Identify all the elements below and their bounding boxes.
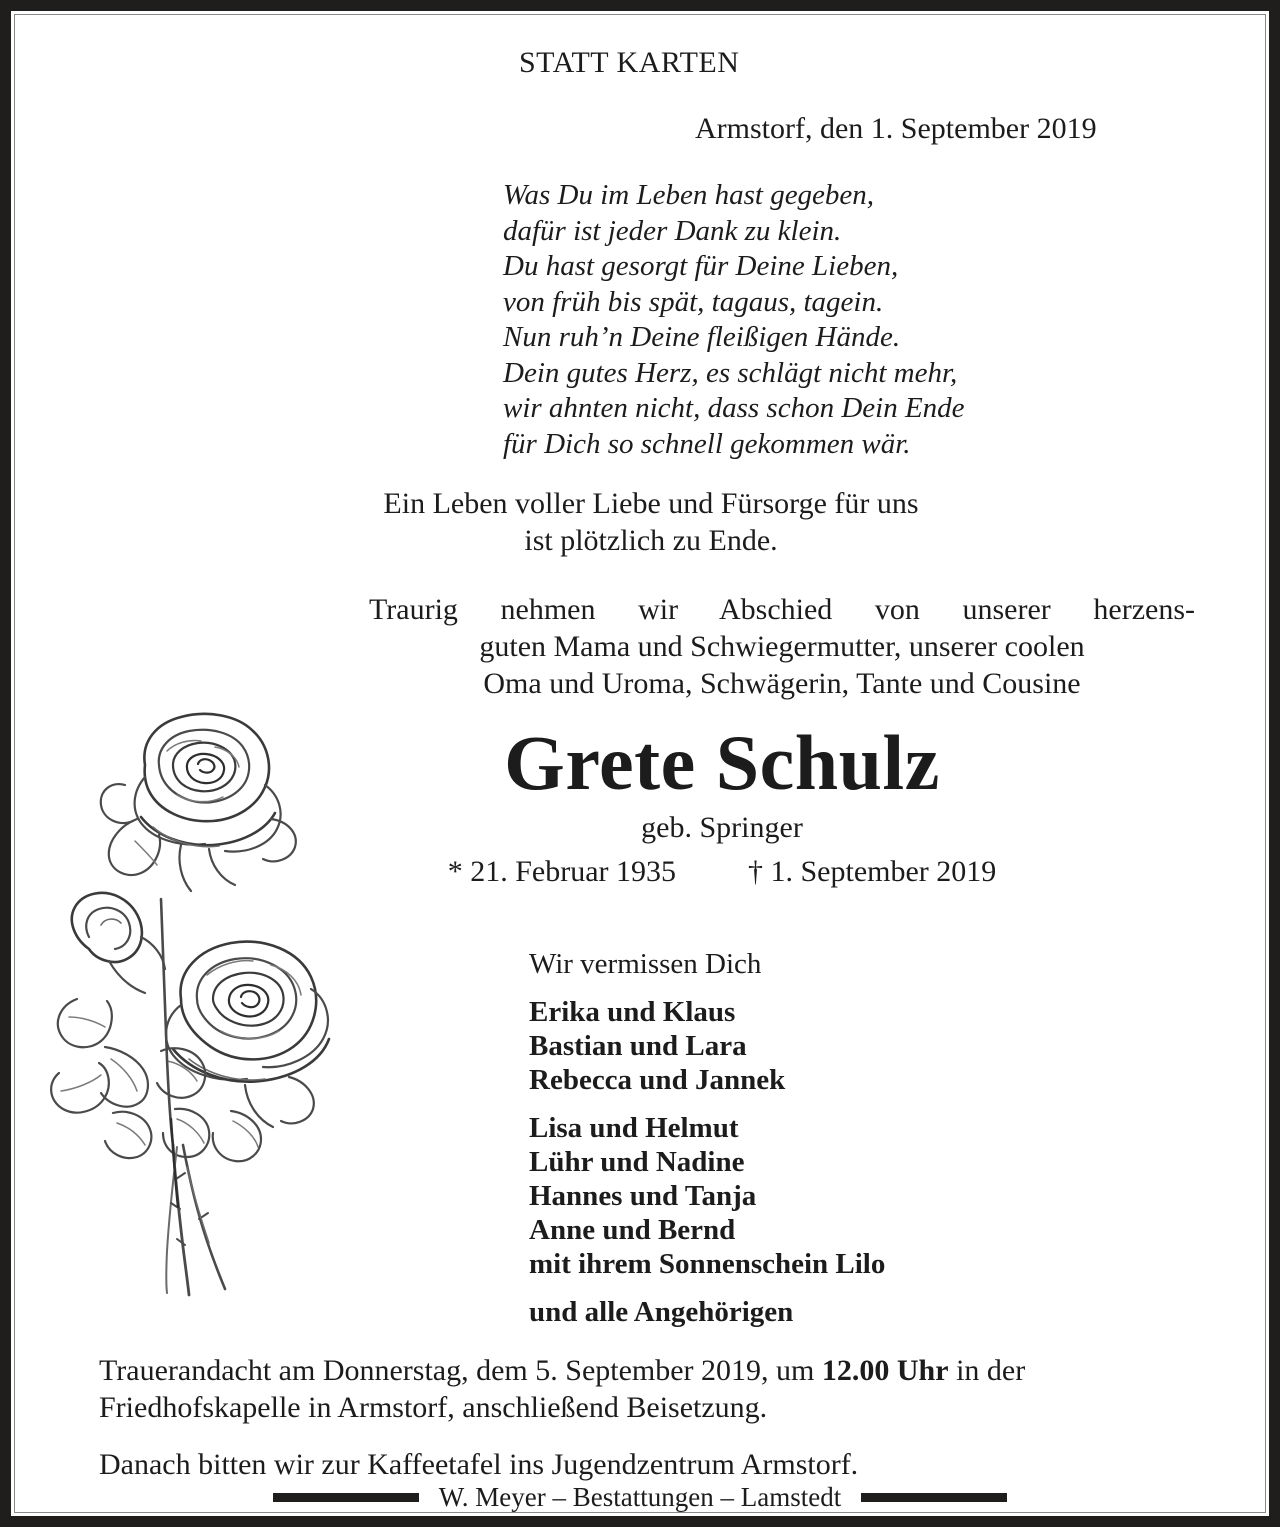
survivors-group	[529, 995, 1069, 1097]
relations-line: guten Mama und Schwiegermutter, unserer coolen	[479, 630, 1085, 663]
funeral-home-footer	[11, 1478, 1269, 1516]
poem-line: Du hast gesorgt für Deine Lieben,	[503, 250, 899, 282]
service-text-before-time: Trauerandacht am Donnerstag, dem 5. September 2019, um	[99, 1354, 822, 1387]
service-reception-line: Danach bitten wir zur Kaffeetafel ins Jugendzentrum Armstorf.	[99, 1448, 859, 1481]
survivors-group	[529, 1111, 1069, 1281]
survivor-name: Lühr und Nadine	[529, 1146, 745, 1178]
relationship-paragraph	[369, 591, 1195, 702]
poem-line: wir ahnten nicht, dass schon Dein Ende	[503, 392, 965, 424]
poem-line: Dein gutes Herz, es schlägt nicht mehr,	[503, 356, 958, 389]
poem-line: für Dich so schnell gekommen wär.	[503, 427, 911, 460]
deceased-name-block	[307, 719, 1137, 891]
survivor-name: Hannes und Tanja	[529, 1180, 757, 1212]
survivor-name: und alle Angehörigen	[529, 1296, 794, 1328]
survivors-intro: Wir vermissen Dich	[529, 948, 762, 980]
survivor-name: Rebecca und Jannek	[529, 1064, 786, 1096]
poem-line: dafür ist jeder Dank zu klein.	[503, 214, 842, 247]
footer-rule-left	[273, 1493, 419, 1502]
survivor-name: Bastian und Lara	[529, 1030, 747, 1062]
statt-karten-heading: STATT KARTEN	[519, 46, 740, 79]
survivors-list	[529, 947, 1069, 1329]
lead-line: ist plötzlich zu Ende.	[524, 524, 778, 557]
footer-rule-right	[861, 1493, 1007, 1502]
poem-line: von früh bis spät, tagaus, tagein.	[503, 285, 884, 318]
survivor-name: Erika und Klaus	[529, 996, 736, 1028]
memorial-poem	[503, 178, 1163, 462]
death-date: † 1. September 2019	[748, 855, 997, 888]
maiden-name: geb. Springer	[641, 811, 803, 844]
survivor-name: Lisa und Helmut	[529, 1112, 739, 1144]
survivor-name: Anne und Bernd	[529, 1214, 736, 1246]
deceased-name: Grete Schulz	[504, 719, 940, 806]
place-and-date: Armstorf, den 1. September 2019	[695, 112, 1097, 145]
service-ceremony-line	[99, 1352, 1199, 1426]
relations-line: Traurig nehmen wir Abschied von unserer herzens-	[369, 593, 1195, 626]
rose-illustration	[49, 699, 339, 1299]
service-text-after-time: in der Friedhofskapelle in Armstorf, anschließend Beisetzung.	[99, 1354, 1026, 1424]
life-dates	[307, 853, 1137, 891]
relations-line: Oma und Uroma, Schwägerin, Tante und Cousine	[483, 667, 1081, 700]
survivors-group	[529, 1295, 1069, 1329]
funeral-home-credit: W. Meyer – Bestattungen – Lamstedt	[438, 1482, 842, 1512]
lead-statement	[321, 485, 981, 559]
service-details	[99, 1352, 1199, 1483]
notice-content	[11, 11, 1269, 1516]
poem-line: Nun ruh’n Deine fleißigen Hände.	[503, 321, 901, 353]
service-time: 12.00 Uhr	[821, 1354, 949, 1387]
poem-line: Was Du im Leben hast gegeben,	[503, 179, 875, 211]
birth-date: * 21. Februar 1935	[447, 855, 676, 888]
lead-line: Ein Leben voller Liebe und Fürsorge für uns	[383, 487, 919, 520]
survivor-name: mit ihrem Sonnenschein Lilo	[529, 1248, 886, 1280]
